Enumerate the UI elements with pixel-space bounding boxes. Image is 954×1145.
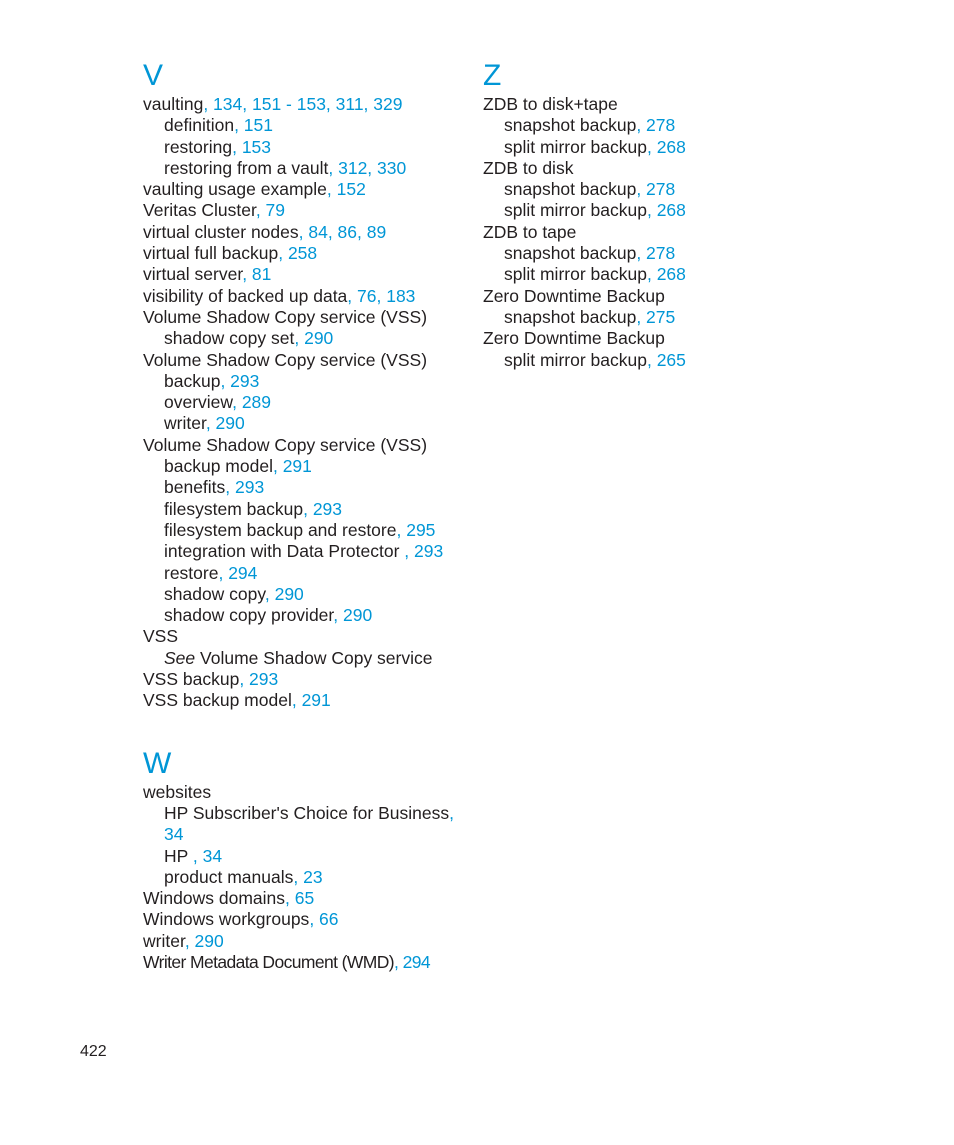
entry-term: websites bbox=[143, 781, 212, 802]
page-reference-link[interactable]: , 76, 183 bbox=[347, 285, 416, 306]
index-subentry bbox=[143, 371, 463, 392]
page-reference-link[interactable]: , 268 bbox=[646, 200, 686, 221]
entry-term: snapshot backup bbox=[504, 243, 637, 264]
entry-term: split mirror backup bbox=[504, 136, 647, 157]
index-subentry bbox=[143, 824, 463, 845]
index-column-right bbox=[483, 58, 783, 371]
page-reference-link[interactable]: , 275 bbox=[636, 306, 676, 327]
index-section-z bbox=[483, 58, 783, 371]
entry-term: VSS backup model bbox=[143, 690, 292, 711]
index-entry bbox=[483, 94, 783, 115]
entry-term: backup bbox=[164, 370, 221, 391]
index-subentry bbox=[483, 200, 783, 221]
page-reference-link[interactable]: , 290 bbox=[184, 930, 224, 951]
entry-term: shadow copy bbox=[164, 583, 265, 604]
index-subentry bbox=[143, 328, 463, 349]
index-entry bbox=[483, 222, 783, 243]
index-entry bbox=[143, 94, 463, 115]
page-reference-link[interactable]: , 265 bbox=[646, 349, 686, 370]
page-reference-link[interactable]: , 34 bbox=[192, 845, 223, 866]
entry-term: Volume Shadow Copy service bbox=[195, 647, 433, 668]
index-entry bbox=[483, 286, 783, 307]
index-section-v bbox=[143, 58, 463, 712]
entry-term: benefits bbox=[164, 477, 226, 498]
index-entry bbox=[143, 179, 463, 200]
page-reference-link[interactable]: , 278 bbox=[636, 243, 676, 264]
entry-term: split mirror backup bbox=[504, 264, 647, 285]
entry-term: VSS backup bbox=[143, 669, 240, 690]
page-reference-link[interactable]: , 23 bbox=[293, 866, 323, 887]
entry-list bbox=[483, 94, 783, 371]
entry-term: Windows workgroups bbox=[143, 909, 310, 930]
index-entry bbox=[483, 158, 783, 179]
index-entry bbox=[143, 435, 463, 456]
entry-term: snapshot backup bbox=[504, 306, 637, 327]
page-reference-link[interactable]: , 152 bbox=[326, 179, 366, 200]
page-reference-link[interactable]: , 290 bbox=[264, 583, 304, 604]
page-reference-link[interactable]: , 278 bbox=[636, 115, 676, 136]
entry-term: product manuals bbox=[164, 866, 294, 887]
index-entry bbox=[143, 243, 463, 264]
index-entry bbox=[143, 222, 463, 243]
entry-term: VSS bbox=[143, 626, 179, 647]
entry-term: HP bbox=[164, 845, 193, 866]
page-reference-link[interactable]: , 66 bbox=[309, 909, 339, 930]
index-subentry bbox=[143, 867, 463, 888]
page-reference-link[interactable]: , 290 bbox=[333, 605, 373, 626]
index-entry bbox=[143, 888, 463, 909]
entry-term: virtual full backup bbox=[143, 243, 279, 264]
index-subentry bbox=[143, 499, 463, 520]
index-entry bbox=[143, 669, 463, 690]
page-reference-link[interactable]: , 79 bbox=[255, 200, 286, 221]
entry-term: virtual cluster nodes bbox=[143, 221, 299, 242]
page-reference-link[interactable]: , 153 bbox=[232, 136, 272, 157]
page-reference-link[interactable]: , 290 bbox=[294, 328, 334, 349]
entry-term: restoring bbox=[164, 136, 233, 157]
entry-term: Volume Shadow Copy service (VSS) bbox=[143, 306, 428, 327]
entry-term: shadow copy provider bbox=[164, 605, 334, 626]
index-column-left bbox=[143, 58, 463, 973]
index-entry bbox=[143, 931, 463, 952]
entry-term: Volume Shadow Copy service (VSS) bbox=[143, 349, 428, 370]
page-reference-link[interactable]: , 293 bbox=[303, 498, 343, 519]
page-reference-link[interactable]: , 291 bbox=[272, 456, 312, 477]
index-subentry bbox=[143, 137, 463, 158]
page-reference-link[interactable]: , 291 bbox=[291, 690, 331, 711]
entry-term: writer bbox=[143, 930, 185, 951]
see-reference: See bbox=[164, 647, 196, 668]
index-subentry bbox=[483, 115, 783, 136]
index-entry bbox=[143, 782, 463, 803]
index-subentry bbox=[143, 605, 463, 626]
entry-term: Zero Downtime Backup bbox=[483, 285, 665, 306]
index-entry bbox=[143, 200, 463, 221]
entry-term: ZDB to tape bbox=[483, 221, 577, 242]
index-entry bbox=[143, 626, 463, 647]
page-reference-link[interactable]: 34 bbox=[164, 824, 184, 845]
page-reference-link[interactable]: , 293 bbox=[220, 370, 260, 391]
index-entry bbox=[483, 328, 783, 349]
index-entry bbox=[143, 286, 463, 307]
index-subentry bbox=[143, 158, 463, 179]
index-section-w bbox=[143, 746, 463, 974]
index-subentry bbox=[143, 413, 463, 434]
index-subentry bbox=[483, 243, 783, 264]
entry-term: visibility of backed up data bbox=[143, 285, 348, 306]
entry-term: filesystem backup and restore bbox=[164, 519, 397, 540]
entry-term: vaulting bbox=[143, 94, 204, 114]
index-entry bbox=[143, 264, 463, 285]
index-entry bbox=[143, 307, 463, 328]
entry-term: definition bbox=[164, 115, 235, 136]
entry-term: filesystem backup bbox=[164, 498, 304, 519]
section-letter: V bbox=[143, 59, 164, 92]
page-reference-link[interactable]: , 278 bbox=[636, 179, 676, 200]
page-reference-link[interactable]: , 290 bbox=[205, 413, 245, 434]
page-reference-link[interactable]: , 258 bbox=[278, 243, 318, 264]
page-reference-link[interactable]: , 151 bbox=[234, 115, 273, 136]
index-subentry bbox=[143, 541, 463, 562]
page-reference-link[interactable]: , 84, 86, 89 bbox=[298, 221, 387, 242]
index-subentry bbox=[143, 456, 463, 477]
page-reference-link[interactable]: , bbox=[449, 802, 454, 823]
page-reference-link[interactable]: , 294 bbox=[394, 951, 430, 972]
page-reference-link[interactable]: , 293 bbox=[225, 477, 265, 498]
index-subentry bbox=[143, 846, 463, 867]
entry-term: integration with Data Protector bbox=[164, 541, 405, 562]
page-reference-link[interactable]: , 134, 151 - 153, 311, 329 bbox=[203, 94, 403, 114]
index-subentry bbox=[143, 563, 463, 584]
index-subentry bbox=[143, 648, 463, 669]
entry-list bbox=[143, 782, 463, 974]
page-reference-link[interactable]: , 295 bbox=[396, 519, 436, 540]
page-reference-link[interactable]: , 268 bbox=[646, 136, 686, 157]
entry-term: Veritas Cluster bbox=[143, 200, 256, 221]
entry-term: writer bbox=[164, 413, 206, 434]
page-reference-link[interactable]: , 293 bbox=[404, 541, 444, 562]
index-entry bbox=[143, 952, 463, 973]
section-letter: Z bbox=[483, 59, 502, 92]
page-reference-link[interactable]: , 293 bbox=[239, 669, 279, 690]
index-entry bbox=[143, 909, 463, 930]
entry-term: split mirror backup bbox=[504, 349, 647, 370]
index-subentry bbox=[483, 179, 783, 200]
page-number: 422 bbox=[80, 1043, 107, 1060]
index-subentry bbox=[143, 803, 463, 824]
page-reference-link[interactable]: , 289 bbox=[232, 392, 272, 413]
entry-term: overview bbox=[164, 392, 233, 413]
entry-term: backup model bbox=[164, 456, 273, 477]
page-reference-link[interactable]: , 312, 330 bbox=[328, 157, 407, 178]
index-subentry bbox=[143, 477, 463, 498]
entry-term: vaulting usage example bbox=[143, 179, 327, 200]
section-letter: W bbox=[143, 746, 172, 780]
entry-list bbox=[143, 94, 463, 712]
entry-term: snapshot backup bbox=[504, 179, 637, 200]
entry-term: split mirror backup bbox=[504, 200, 647, 221]
page-reference-link[interactable]: , 65 bbox=[285, 888, 315, 909]
index-subentry bbox=[143, 392, 463, 413]
entry-term: restoring from a vault bbox=[164, 157, 329, 178]
entry-term: Volume Shadow Copy service (VSS) bbox=[143, 434, 428, 455]
page-reference-link[interactable]: , 81 bbox=[242, 264, 272, 285]
entry-term: HP Subscriber's Choice for Business bbox=[164, 802, 450, 823]
entry-term: snapshot backup bbox=[504, 115, 637, 136]
index-subentry bbox=[143, 584, 463, 605]
entry-term: shadow copy set bbox=[164, 328, 295, 349]
index-subentry bbox=[483, 264, 783, 285]
index-subentry bbox=[143, 520, 463, 541]
index-entry bbox=[143, 350, 463, 371]
entry-term: ZDB to disk+tape bbox=[483, 94, 618, 114]
index-subentry bbox=[483, 350, 783, 371]
index-subentry bbox=[483, 137, 783, 158]
entry-term: Zero Downtime Backup bbox=[483, 328, 665, 349]
entry-term: virtual server bbox=[143, 264, 243, 285]
entry-term: ZDB to disk bbox=[483, 157, 574, 178]
page-reference-link[interactable]: , 294 bbox=[218, 562, 258, 583]
index-subentry bbox=[143, 115, 463, 136]
entry-term: Windows domains bbox=[143, 888, 285, 909]
index-subentry bbox=[483, 307, 783, 328]
index-entry bbox=[143, 690, 463, 711]
page-reference-link[interactable]: , 268 bbox=[646, 264, 686, 285]
entry-term: Writer Metadata Document (WMD) bbox=[143, 951, 395, 972]
entry-term: restore bbox=[164, 562, 219, 583]
